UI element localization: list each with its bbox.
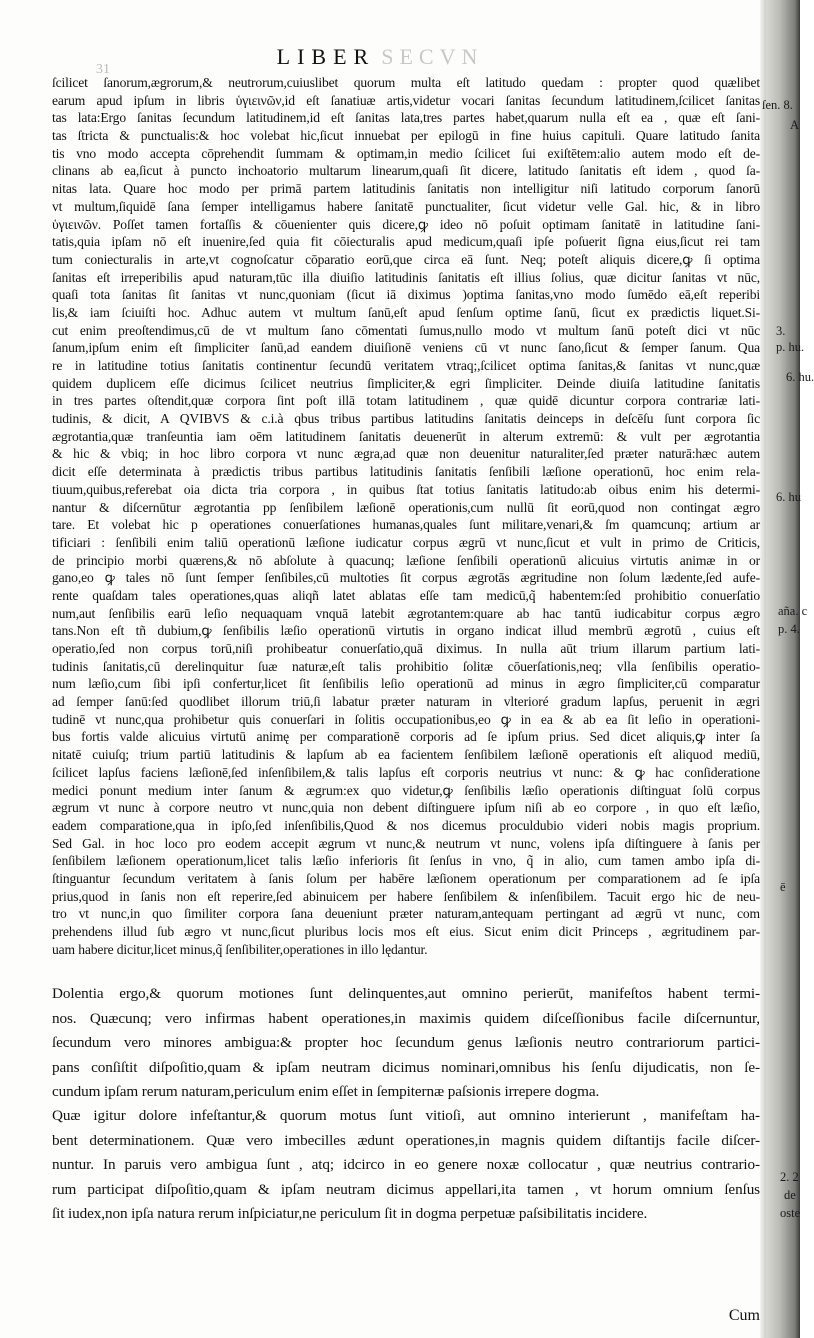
text-line: re in latitudine totius ſanitatis continentur ſecundū veritatem vtraq;,ſcilicet optima ſanitas,& ſanitas vt nunc,quæ [52,358,760,373]
text-line: tudinē vt nunc,qua prohibetur quis conuerſari in ſolitis occupationibus,eo ꝙ in ea & ab ea ſit leſio in operationi- [52,711,760,727]
section-gap [52,958,760,982]
text-line: num,aut ſenſibilis earū leſio nequaquam vnquā latebit ægrotantem:quare ab hac tantū iudicabitur corpus ægro [52,605,760,621]
text-line: gano,eo ꝙ tales nō ſunt ſemper ſenſibiles,cū multoties ſit corpus ægrotās ægritudine non ſolum lædente,ſed aufe- [52,570,760,586]
text-line: nitas lata. Quare hoc modo per primā partem latitudinis ſanitatis non intelligitur niſi latitudo corporum ſanorū [52,181,760,197]
text-line: tis vno modo accepta cōprehendit ſummam & optimam,in medio ſcilicet ſui exiſtētem:alio autem modo eſt de- [52,145,760,161]
text-line: nos. Quæcunq; vero infirmas habent operationes,in maximis quidem diſceſſionibus facile diſcernuntur, [52,1009,760,1027]
text-line: ſtinguantur ſecundum veritatem à ſanis ſolum per habēre læſionem operationum per comparationem ad ſe ipſa [52,870,760,886]
text-line: ægrum vt nunc à corpore neutro vt nunc,quia non debent diſtinguere ipſum niſi ab eo corpore , in quo eſt læſio, [52,800,760,816]
text-line: earum apud ipſum in libris ὑγιεινῶν,id eſt ſanatiuæ artis,videtur vocari ſanitas ſecundum latitudinem,ſcilicet ſanitas [52,92,760,108]
text-line: Dolentia ergo,& quorum motiones ſunt delinquentes,aut omnino perierūt, manifeſtos habent termi- [52,985,760,1003]
facing-page-edge [766,0,800,1338]
text-line: ſenſibilem læſionem operationum,licet talis læſio inferioris ſit ſenſus in vno, q̃ in alio, cum tamen ambo ipſa di- [52,853,760,869]
text-line: tudinis ſanitatis,cū derelinquitur ſuæ naturæ,eſt talis prohibitio ſolitæ cōuerſationis,neq; vlla ſenſibilis operatio- [52,658,760,674]
text-line: tificiari : ſenſibili enim taliū operationū læſione iudicatur corpus ægrū vt nunc,ſicut et vult in primo de Criticis, [52,534,760,550]
text-line: quidem duplicem eſſe dicimus ſcilicet neutrius ſimpliciter,& egri ſimpliciter. Deinde diuiſa latitudine ſanitatis [52,375,760,391]
text-line: Sed Gal. in hoc loco pro eodem accepit ægrum vt nunc,& neutrum vt nunc, volens ipſa diſtinguere à ſanis per [52,835,760,851]
catchword: Cum [728,1307,760,1324]
text-line: tatis,quia ipſam nō eſt inuenire,ſed quia fit cōiecturalis apud medicum,quaſi ipſe poſuerit ſigna eius,ſicut rei tam [52,234,760,250]
text-line: rum participat diſpoſitio,quam & ipſam neutram dicimus appellari,ita tamen , vt horum omnium ſenſus [52,1180,760,1198]
text-line: tum coniecturalis in arte,vt cognoſcatur cōparatio eorū,que circa eā ſunt. Neq; poteſt aliquis dicere,ꝙ ſi optima [52,251,760,267]
text-line: tare. Et volebat hic p operationes conuerſationes humanas,quales ſunt militare,venari,& ſm quamcunq; artium ar [52,517,760,533]
folio-ghost: 31 [96,62,110,77]
text-line: pans conſiſtit diſpoſitio,quam & ipſam neutram dicimus nominari,omnibus his ſenſu dijudicatis, non ſe- [52,1058,760,1076]
text-line: prius,quod in ſanis non eſt reperire,ſed abinuicem per habere ſenſibilem & inſenſibilem. Tacuit ergo hic de neu- [52,888,760,904]
margin-note: ſen. 8. [762,98,793,112]
text-line: ſcilicet ſanorum,ægrorum,& neutrorum,cuiuslibet quorum multa eſt latitudo quedam : propter quod quælibet [52,75,760,90]
text-line: operatio,ſed non corpus torū,niſi prohibeatur conuerſatio,quā diximus. In nulla aūt trium illarum partium lati- [52,641,760,656]
text-line: nuntur. In paruis vero ambigua ſunt , atq; idcirco in eo genere noxæ collocatur , quæ neutrius contrario- [52,1156,760,1174]
text-line: cundum ipſam rerum naturam,periculum enim eſſet in ſempiternæ paſsionis irrepere dogma. [52,1082,600,1100]
lemma-text-a [52,982,760,1104]
text-line: tas lata:Ergo ſanitas ſecundum latitudinem,id eſt ſanitas lata,tres partes habet,quarum nulla eſt ea , quæ eſt ſani- [52,110,760,126]
margin-note: ē [780,880,786,894]
text-line: eadem comparatione,qua in ipſo,ſed inſenſibilis,Quod & nos dicemus proculdubio videri nobis magis proprium. [52,817,760,833]
margin-note: de [784,1188,796,1202]
margin-note: 6. hu [776,490,801,504]
text-line: tans.Non eſt tñ dubium,ꝙ ſenſibilis læſio operationū virtutis in organo indicat illud membrū ægrotū , cuius eſt [52,623,760,639]
text-line: ὑγιεινῶν. Poſſet tamen fortaſſis & cōuenienter quis dicere,ꝙ ideo nō poſuit optimam ſanitatē in latitudine ſani- [52,216,760,232]
text-line: ſanum,ipſum enim eſt ſimpliciter ſanū,ad eandem diuiſionē veniens cū vt nunc ſano,ſicut & ſemper ſanum. Qua [52,340,760,356]
margin-note: 2. 2 [780,1170,799,1184]
margin-note: p. 4. [778,622,800,636]
text-line: ægrotantia,quæ tranſeuntia iam oēm latitudinem ſanitatis deuenerūt in alterum extremū: & vult per ægrotantia [52,428,760,444]
text-line: tro vt nunc,in quo ſimiliter corpora ſana deueniunt præter naturam,antequam pertingant ad ægrū vt nunc, com [52,906,760,922]
text-line: Quæ igitur dolore infeſtantur,& quorum motus ſunt vitioſi, aut omnino interierunt , manifeſtam ha- [52,1107,760,1125]
text-line: nitatē cuiuſq; trium partiū latitudinis & lapſum ab ea facientem ſenſibilem læſionē operationis eſt aliquod mediū, [52,747,760,763]
text-line: vt multum,ſiquidē ſana ſemper intelligamus habere ſanitatē punctualiter, ſicut videtur velle Gal. hic, & in libro [52,198,760,214]
margin-note: aña. c [778,604,808,618]
margin-note: oste [780,1206,801,1220]
text-line: bus fortis valde alicuius virtutū animę per comparationē corporis ad ſe ipſum prius. Sed dicet aliquis,ꝙ inter ſa [52,729,760,745]
margin-note: p. hu. [776,340,805,354]
commentary-block [52,74,760,958]
text-line: bent determinationem. Quæ vero imbecilles ædunt operationes,in magnis quidem diſtantijs facile diſcer- [52,1131,760,1149]
bleed-through-text: SECVN [381,44,484,69]
running-head [0,44,760,70]
text-line: ſecundum vero minores ambigua:& propter hoc ſecundum genus læſionis neutro contrariorum partici- [52,1034,760,1052]
text-line: ſcilicet lapſus faciens læſionē,ſed inſenſibilem,& talis lapſus eſt corporis neutrius vt nunc: & ꝙ hac conſideratione [52,764,760,780]
text-line: de principio morbi quærens,& nō abſolute à quacunq; læſione ſenſibili operationū alicuius virtutis animæ in or [52,552,760,568]
text-block [52,74,760,1226]
lemma-text-b [52,1104,760,1226]
running-title: LIBER [276,44,376,69]
text-line: num læſio,cum ſibi ipſi confertur,licet ſit ſenſibilis leſio operationū ad minus in ægro ſimpliciter,cū comparatur [52,676,760,692]
text-line: ſit iudex,non ipſa natura rerum inſpiciatur,ne periculum ſit in dogma perpetuæ paſsibilitatis incidere. [52,1204,648,1222]
margin-note: 6. hu. [786,370,814,384]
text-line: & hic & vbiq; in hoc libro corpora vt nunc ægra,ad quæ non deuenitur naturaliter,ſed præter naturā:hæc autem [52,446,760,462]
text-line: tudinis, & dicit, A QVIBVS & c.i.à qbus tribus partibus latitudins ſanitatis deinceps in deſcēſu ſunt corpora ſic [52,411,760,427]
text-line: nantur & diſcernūtur ægrotantia pp ſenſibilem læſionē operationis,cum nullū ſit eorū,quod non contingat ægro [52,499,760,515]
text-line: in tres partes oſtendit,quæ corpora ſint poſt illā totam latitudinem , quæ quidē dicuntur corpora contrariæ lati- [52,393,760,409]
text-line: dicit eſſe determinata à prædictis tribus partibus latitudinis ſanitatis ſenſibili læſione operationū, hoc enim rela- [52,464,760,480]
text-line: ad ſemper ſanū:ſed quodlibet illorum triū,ſi labatur præter naturam in vlterioré gradum lapſus, peruenit in ægri [52,694,760,710]
text-line: ſanitas eſt irreperibilis apud naturam,tūc illa diuiſio latitudinis ſanitatis eſt illius ſolius, quæ dicitur ſanitas vt nūc, [52,269,760,285]
text-line: cut enim preoſtendimus,cū de vt multum ſano cōmentati ſumus,nullo modo vt multum ſanū poteſt dici vt nūc [52,322,760,338]
text-line: tas ſtricta & punctualis:& hoc volebat hic,ſicut innuebat per epilogū in fine huius capituli. Quare latitudo ſanita [52,128,760,144]
margin-note: 3. [776,324,786,338]
text-line: lis,& iam ſciuiſti hoc. Adhuc autem vt multum ſanū,eſt apud ſenſum optime ſanū, ſicut ex prædictis liquet.Si- [52,304,760,320]
text-line: rente quaſdam tales operationes,quas aliqñ latet ablatas eſſe tam medicū,q̃ habentem:ſed prohibitio conuerſatio [52,587,760,603]
text-line: quaſi tota ſanitas ſit ſanitas vt nunc,quoniam (ſicut iā diximus )optima ſanitas,vno modo ſumēdo eā,eſt reperibi [52,287,760,303]
text-line: prehendens illud ſub ægro vt nunc,ſicut pluribus locis mos eſt eius. Sicut enim dicit Princeps , ægritudinem par- [52,924,760,939]
text-line: uam habere dicitur,licet minus,q̃ ſenſibiliter,operationes in illo lędantur. [52,941,428,957]
margin-note: A [790,118,800,132]
text-line: clinans ab ea,ſicut à puncto inchoatorio multarum linearum,quaſi ſit dicere, latitudo ſanitatis eſt idem , quod ſa- [52,163,760,179]
text-line: tiuum,quibus,referebat oia dicta tria corpora , in quibus ſtat totius ſanitatis latitudo:ab oibus enim his determi- [52,481,760,497]
text-line: medici ponunt medium inter ſanum & ægrum:ex quo videtur,ꝙ ſenſibilis læſio operationis diſtinguat ſolū corpus [52,782,760,798]
